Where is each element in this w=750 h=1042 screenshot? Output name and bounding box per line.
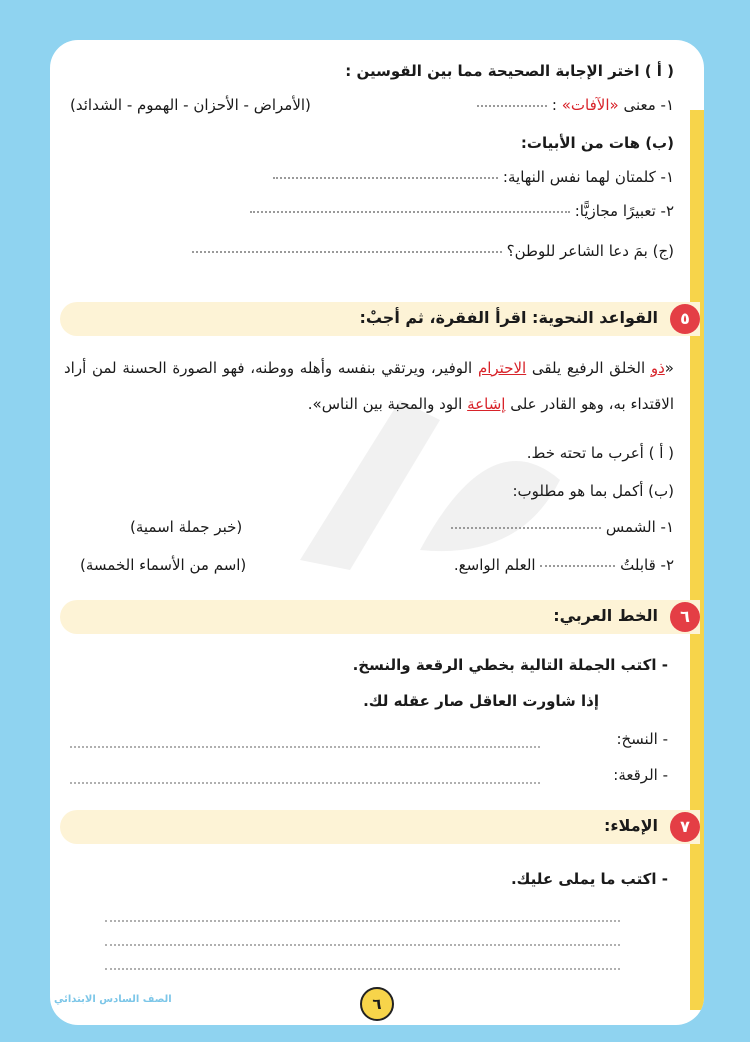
answer-line[interactable] [477,105,547,107]
worksheet-page [50,40,704,1025]
part-b-q2-label: ٢- تعبيرًا مجازيًّا: [574,202,674,220]
calligraphy-instruction: - اكتب الجملة التالية بخطي الرقعة والنسخ. [352,656,668,674]
paragraph-quote-open: « [664,359,674,377]
dictation-line-3[interactable] [105,968,620,970]
grammar-paragraph [64,350,674,422]
answer-line[interactable] [192,251,502,253]
section-7-title: الإملاء: [603,816,658,835]
q1-suffix: : [551,96,562,114]
section-5-question-a: ( أ ) أعرب ما تحته خط. [526,444,674,462]
naskh-label: - النسخ: [616,730,668,748]
q1-word: «الآفات» [561,96,619,114]
dictation-line-2[interactable] [105,944,620,946]
part-c-question [192,242,674,260]
item-2-label: ٢- قابلتُ [620,556,674,574]
part-c-label: (ج) بمَ دعا الشاعر للوطن؟ [506,242,674,260]
calligraphy-sentence: إذا شاورت العاقل صار عقله لك. [363,692,599,710]
worksheet-content [50,40,704,1025]
section-5-number: ٥ [670,304,700,334]
part-b-heading: (ب) هات من الأبيات: [520,134,674,152]
dictation-instruction: - اكتب ما يملى عليك. [510,870,668,888]
section-5-question-b: (ب) أكمل بما هو مطلوب: [512,482,674,500]
section-5-item-2 [454,556,674,574]
underlined-word-2: الاحترام [477,359,527,377]
section-6-header [60,600,700,634]
item-2-hint: (اسم من الأسماء الخمسة) [80,556,247,574]
section-5-title: القواعد النحوية: اقرأ الفقرة، ثم أجبْ: [359,308,658,327]
q1-prefix: ١- معنى [618,96,674,114]
part-a-question-1 [477,96,674,114]
section-7-header [60,810,700,844]
q1-options: (الأمراض - الأحزان - الهموم - الشدائد) [70,96,311,114]
ruqaa-writing-line[interactable] [70,782,540,784]
underlined-word-1: ذو [650,359,665,377]
section-5-item-1 [451,518,674,536]
paragraph-text-2: الوفير، ويرتقي بنفسه وأهله ووطنه، فهو الصورة الحسنة لمن أراد الاقتداء به، وهو القادر على [64,359,674,413]
section-5-header [60,302,700,336]
dictation-line-1[interactable] [105,920,620,922]
paragraph-text-3: الود والمحبة بين الناس». [307,395,468,413]
item-1-label: ١- الشمس [605,518,674,536]
part-a-heading: ( أ ) اختر الإجابة الصحيحة مما بين القوسين : [345,62,674,80]
section-6-title: الخط العربي: [553,606,658,625]
section-6-number: ٦ [670,602,700,632]
ruqaa-label: - الرقعة: [613,766,668,784]
part-b-question-2 [250,202,674,220]
item-1-hint: (خبر جملة اسمية) [130,518,243,536]
page-number: ٦ [360,987,394,1021]
section-7-number: ٧ [670,812,700,842]
item-2-continuation: العلم الواسع. [453,556,536,574]
answer-line[interactable] [451,527,601,529]
underlined-word-3: إشاعة [467,395,506,413]
naskh-writing-line[interactable] [70,746,540,748]
grade-label: الصف السادس الابتدائي [54,994,172,1005]
answer-line[interactable] [250,211,570,213]
part-b-q1-label: ١- كلمتان لهما نفس النهاية: [502,168,674,186]
answer-line[interactable] [540,565,615,567]
part-b-question-1 [273,168,674,186]
answer-line[interactable] [273,177,498,179]
paragraph-text-1: الخلق الرفيع يلقى [526,359,651,377]
